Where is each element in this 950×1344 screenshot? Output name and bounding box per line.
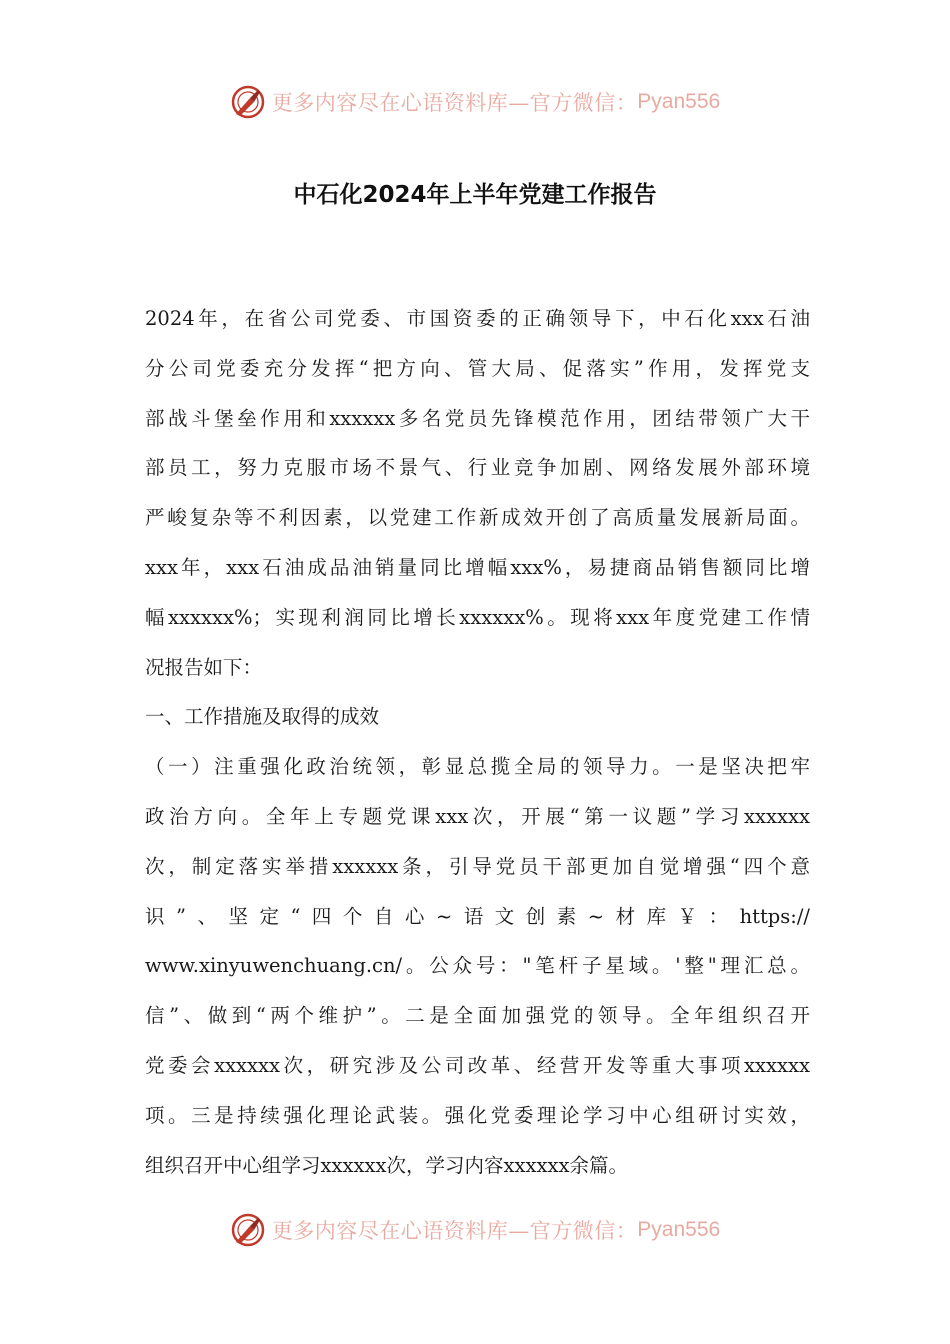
wechat-id: Pyan556 <box>637 1218 721 1241</box>
paragraph-line: 分公司党委充分发挥“把方向、管大局、促落实”作用，发挥党支 <box>145 356 810 380</box>
paragraph-line: 2024年，在省公司党委、市国资委的正确领导下，中石化xxx石油 <box>145 307 810 330</box>
paragraph-line: 次，制定落实举措xxxxxx条，引导党员干部更加自觉增强“四个意 <box>145 854 810 878</box>
paragraph-line: xxx年，xxx石油成品油销量同比增幅xxx%，易捷商品销售额同比增 <box>145 555 810 579</box>
document-title: 中石化2024年上半年党建工作报告 <box>293 182 657 208</box>
watermark-text: 更多内容尽在心语资料库—官方微信： <box>271 1219 638 1243</box>
paragraph-line: （一）注重强化政治统领，彰显总揽全局的领导力。一是坚决把牢 <box>145 755 810 779</box>
paragraph-line: 党委会xxxxxx次，研究涉及公司改革、经营开发等重大事项xxxxxx <box>145 1053 810 1077</box>
paragraph-line: 政治方向。全年上专题党课xxx次，开展“第一议题”学习xxxxxx <box>145 804 810 828</box>
watermark-banner-bottom <box>0 1210 950 1250</box>
watermark-text: 更多内容尽在心语资料库—官方微信： <box>271 91 638 115</box>
paragraph-line: 严峻复杂等不利因素，以党建工作新成效开创了高质量发展新局面。 <box>145 506 810 530</box>
paragraph-line: 组织召开中心组学习xxxxxx次，学习内容xxxxxx余篇。 <box>145 1153 628 1177</box>
paragraph-line: 幅xxxxxx%；实现利润同比增长xxxxxx%。现将xxx年度党建工作情 <box>145 605 810 629</box>
paragraph-line: www.xinyuwenchuang.cn/。公众号："笔杆子星域。'整"理汇总。 <box>145 954 810 978</box>
watermark-banner-top <box>0 82 950 122</box>
paragraph-line: 部员工，努力克服市场不景气、行业竞争加剧、网络发展外部环境 <box>145 456 810 480</box>
paragraph-line: 识”、坚定“四个自心~语文创素~材库￥：https:// <box>145 904 810 928</box>
paragraph-line: 部战斗堡垒作用和xxxxxx多名党员先锋模范作用，团结带领广大干 <box>145 406 810 430</box>
pen-nib-icon <box>230 84 266 120</box>
pen-nib-icon <box>230 1212 266 1248</box>
paragraph-line: 项。三是持续强化理论武装。强化党委理论学习中心组研讨实效， <box>145 1103 810 1127</box>
section-heading: 一、工作措施及取得的成效 <box>145 705 380 729</box>
wechat-id: Pyan556 <box>637 90 721 113</box>
paragraph-line: 信”、做到“两个维护”。二是全面加强党的领导。全年组织召开 <box>145 1004 810 1028</box>
paragraph-line: 况报告如下： <box>145 655 263 679</box>
document-body <box>145 294 810 1190</box>
